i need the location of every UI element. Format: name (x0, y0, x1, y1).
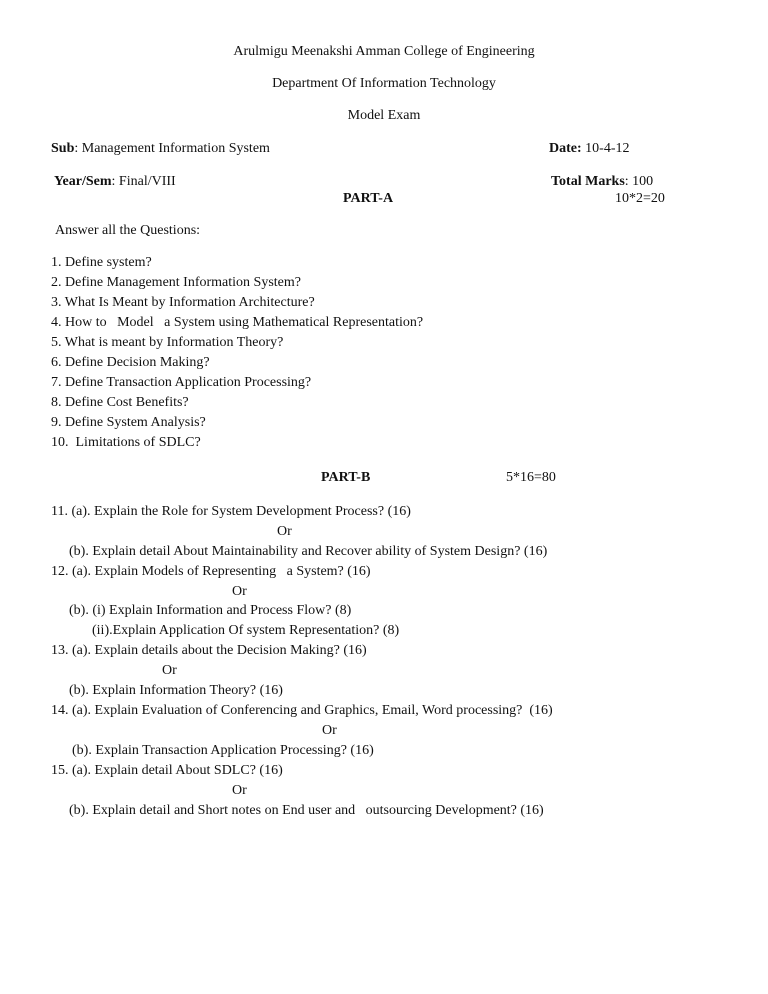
question-8: 8. Define Cost Benefits? (51, 395, 189, 410)
question-1: 1. Define system? (51, 255, 152, 270)
subject-label: Sub (51, 141, 75, 156)
or-14: Or (322, 723, 337, 738)
question-14a: 14. (a). Explain Evaluation of Conferencing and Graphics, Email, Word processing? (16) (51, 703, 553, 718)
part-a-instruction: Answer all the Questions: (55, 223, 201, 238)
year-label: Year/Sem (54, 174, 112, 189)
subject-line (51, 140, 270, 158)
marks-line (551, 173, 653, 191)
question-12b-i: (b). (i) Explain Information and Process Flow? (8) (69, 603, 352, 618)
or-13: Or (162, 663, 177, 678)
part-b-title: PART-B (321, 470, 371, 485)
exam-title: Model Exam (347, 108, 421, 123)
date-value: 10-4-12 (581, 141, 630, 156)
question-15a: 15. (a). Explain detail About SDLC? (16) (51, 763, 283, 778)
year-line (54, 173, 176, 191)
or-11: Or (277, 524, 292, 539)
question-3: 3. What Is Meant by Information Architecture? (51, 295, 315, 310)
part-b-marks: 5*16=80 (506, 470, 556, 485)
question-12b-ii: (ii).Explain Application Of system Representation? (8) (92, 623, 400, 638)
or-15: Or (232, 783, 247, 798)
question-6: 6. Define Decision Making? (51, 355, 210, 370)
question-11a: 11. (a). Explain the Role for System Development Process? (16) (51, 504, 411, 519)
question-5: 5. What is meant by Information Theory? (51, 335, 284, 350)
department-name: Department Of Information Technology (272, 76, 496, 91)
or-12: Or (232, 584, 247, 599)
question-10: 10. Limitations of SDLC? (51, 435, 201, 450)
question-11b: (b). Explain detail About Maintainability and Recover ability of System Design? (16) (69, 544, 548, 559)
date-line (549, 140, 629, 158)
part-a-marks: 10*2=20 (615, 191, 665, 206)
college-name: Arulmigu Meenakshi Amman College of Engineering (233, 44, 535, 59)
subject-value: : Management Information System (74, 141, 270, 156)
question-12a: 12. (a). Explain Models of Representing a System? (16) (51, 564, 371, 579)
marks-label: Total Marks (551, 174, 625, 189)
question-13b: (b). Explain Information Theory? (16) (69, 683, 283, 698)
question-7: 7. Define Transaction Application Processing? (51, 375, 312, 390)
marks-value: : 100 (624, 174, 654, 189)
question-4: 4. How to Model a System using Mathematical Representation? (51, 315, 424, 330)
part-a-title: PART-A (343, 191, 394, 206)
question-14b: (b). Explain Transaction Application Processing? (16) (72, 743, 374, 758)
question-13a: 13. (a). Explain details about the Decision Making? (16) (51, 643, 367, 658)
date-label: Date: (549, 141, 582, 156)
question-9: 9. Define System Analysis? (51, 415, 206, 430)
question-2: 2. Define Management Information System? (51, 275, 301, 290)
question-15b: (b). Explain detail and Short notes on End user and outsourcing Development? (16) (69, 803, 544, 818)
year-value: : Final/VIII (111, 174, 176, 189)
